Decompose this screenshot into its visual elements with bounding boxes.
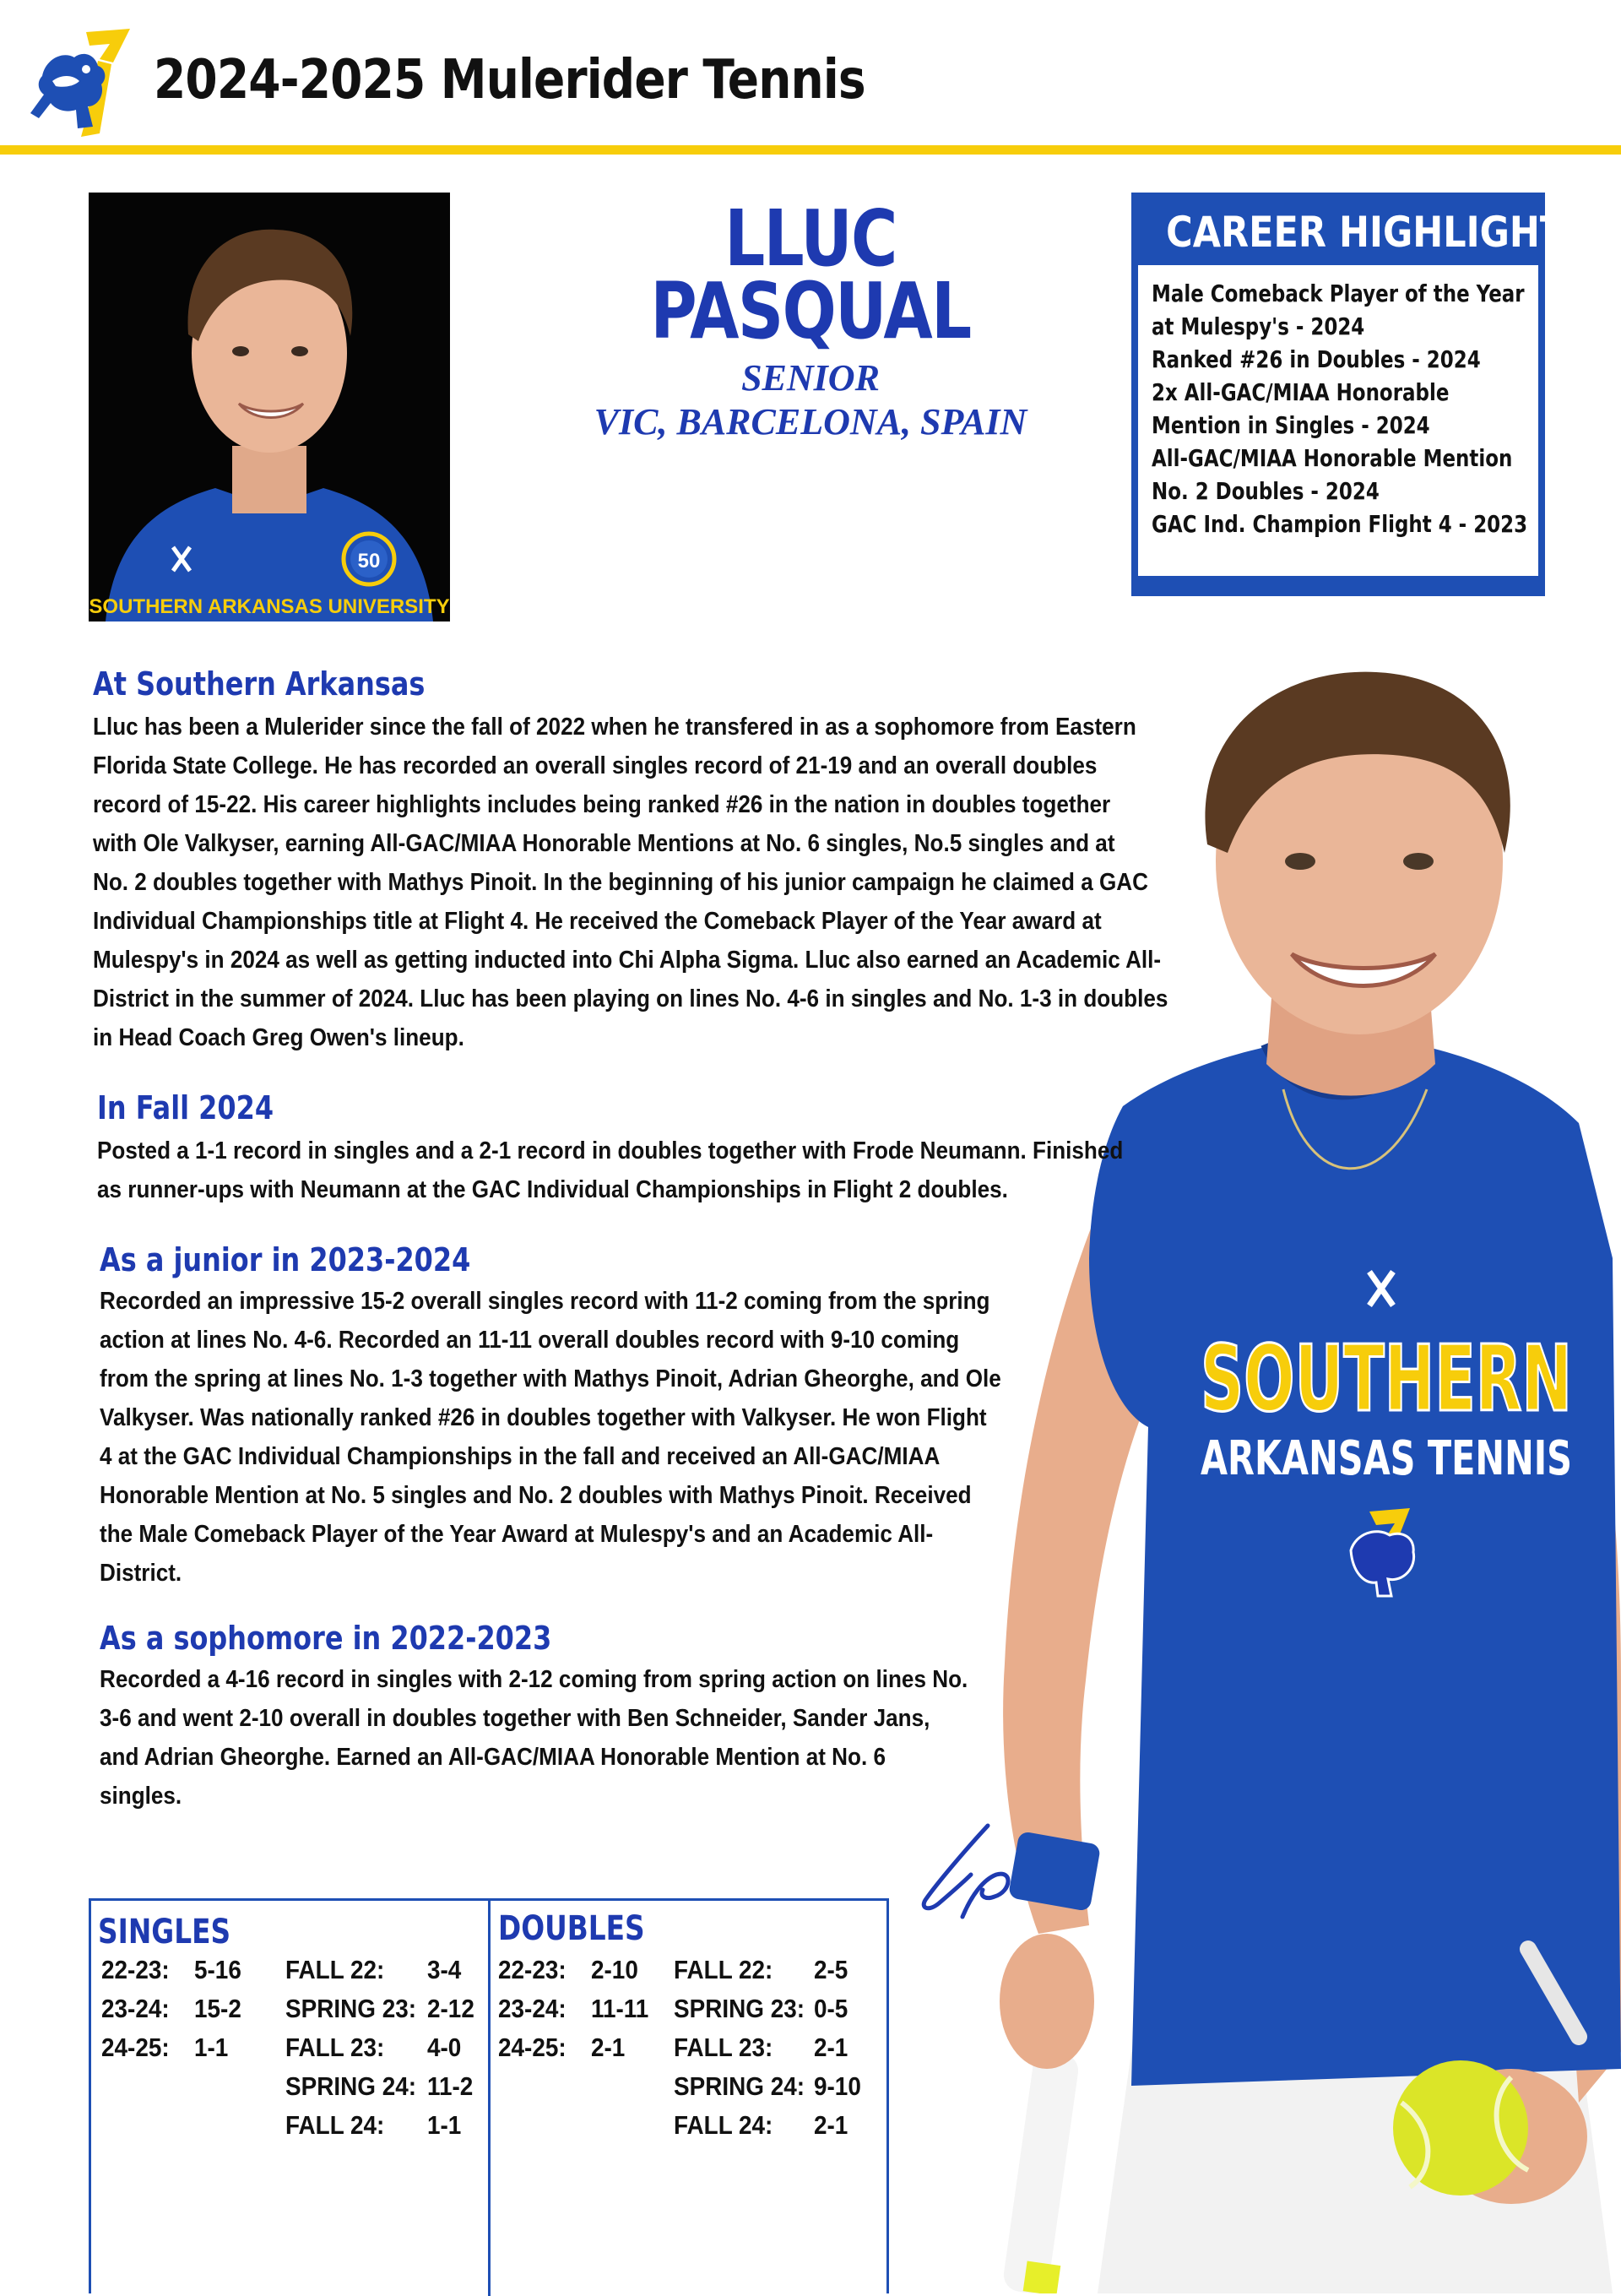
svg-text:50: 50 bbox=[357, 550, 381, 573]
section-body-fall-2024 bbox=[97, 1132, 1237, 1209]
player-last-name: PASQUAL bbox=[650, 266, 971, 356]
career-highlights-title: CAREER HIGHLIGHTS bbox=[1166, 208, 1591, 257]
player-name-block bbox=[540, 193, 1081, 444]
career-highlights-box bbox=[1131, 193, 1591, 596]
player-signature bbox=[895, 1816, 1047, 1925]
body-line: Posted a 1-1 record in singles and a 2-1 record in doubles together with Frode Neumann. Finished bbox=[97, 1137, 1124, 1164]
doubles-year-value: 2-10 bbox=[591, 1955, 638, 1984]
doubles-season-value: 9-10 bbox=[814, 2071, 861, 2101]
singles-season-label: FALL 24: bbox=[285, 2110, 385, 2140]
singles-year-value: 1-1 bbox=[194, 2033, 229, 2062]
highlight-line: Male Comeback Player of the Year bbox=[1152, 280, 1525, 307]
doubles-season-value: 2-1 bbox=[814, 2033, 848, 2062]
doubles-year-label: 24-25: bbox=[498, 2033, 567, 2062]
svg-text:SOUTHERN: SOUTHERN bbox=[1201, 1327, 1572, 1432]
body-line: as runner-ups with Neumann at the GAC Individual Championships in Flight 2 doubles. bbox=[97, 1176, 1008, 1203]
body-line: 4 at the GAC Individual Championships in the fall and received an All-GAC/MIAA bbox=[100, 1443, 941, 1470]
stats-divider bbox=[488, 1901, 491, 2296]
body-line: Mulespy's in 2024 as well as getting inducted into Chi Alpha Sigma. Lluc also earned an Academic All- bbox=[93, 947, 1162, 974]
body-line: action at lines No. 4-6. Recorded an 11-11 overall doubles record with 9-10 coming bbox=[100, 1327, 960, 1354]
singles-season-label: SPRING 23: bbox=[285, 1994, 417, 2023]
section-title-fall-2024: In Fall 2024 bbox=[97, 1089, 274, 1126]
doubles-year-value: 11-11 bbox=[591, 1994, 649, 2023]
doubles-year-value: 2-1 bbox=[591, 2033, 626, 2062]
svg-text:ARKANSAS TENNIS: ARKANSAS TENNIS bbox=[1201, 1431, 1572, 1486]
highlight-line: Ranked #26 in Doubles - 2024 bbox=[1152, 345, 1481, 373]
body-line: District in the summer of 2024. Lluc has been playing on lines No. 4-6 in singles and No. 1-3 in doubles bbox=[93, 985, 1168, 1012]
singles-season-label: FALL 22: bbox=[285, 1955, 385, 1984]
body-line: Florida State College. He has recorded an overall singles record of 21-19 and an overall doubles bbox=[93, 752, 1098, 779]
section-body-at-southern-arkansas bbox=[93, 708, 1288, 1057]
doubles-season-label: FALL 23: bbox=[674, 2033, 773, 2062]
highlight-line: No. 2 Doubles - 2024 bbox=[1152, 477, 1380, 505]
body-line: No. 2 doubles together with Mathys Pinoit. In the beginning of his junior campaign he claimed a GAC bbox=[93, 869, 1149, 896]
doubles-season-label: SPRING 23: bbox=[674, 1994, 805, 2023]
doubles-year-label: 23-24: bbox=[498, 1994, 567, 2023]
body-line: District. bbox=[100, 1560, 182, 1587]
career-highlights-list bbox=[1138, 265, 1538, 576]
body-line: from the spring at lines No. 1-3 together with Mathys Pinoit, Adrian Gheorghe, and Ole bbox=[100, 1365, 1001, 1392]
body-line: singles. bbox=[100, 1783, 182, 1810]
player-class-year: SENIOR bbox=[741, 357, 880, 399]
body-line: and Adrian Gheorghe. Earned an All-GAC/MIAA Honorable Mention at No. 6 bbox=[100, 1744, 886, 1771]
singles-season-label: FALL 23: bbox=[285, 2033, 385, 2062]
mulerider-logo bbox=[27, 25, 133, 139]
doubles-season-label: SPRING 24: bbox=[674, 2071, 805, 2101]
singles-year-label: 24-25: bbox=[101, 2033, 170, 2062]
singles-season-value: 4-0 bbox=[427, 2033, 462, 2062]
headshot-photo bbox=[89, 193, 450, 621]
stats-table bbox=[89, 1898, 889, 2293]
player-hometown: VIC, BARCELONA, SPAIN bbox=[594, 401, 1027, 442]
highlight-line: Mention in Singles - 2024 bbox=[1152, 411, 1430, 439]
body-line: 3-6 and went 2-10 overall in doubles together with Ben Schneider, Sander Jans, bbox=[100, 1705, 930, 1732]
highlight-line: GAC Ind. Champion Flight 4 - 2023 bbox=[1152, 510, 1528, 538]
doubles-season-value: 0-5 bbox=[814, 1994, 848, 2023]
body-line: Valkyser. Was nationally ranked #26 in doubles together with Valkyser. He won Flight bbox=[100, 1404, 987, 1431]
section-title-at-southern-arkansas: At Southern Arkansas bbox=[93, 665, 426, 703]
body-line: the Male Comeback Player of the Year Award at Mulespy's and an Academic All- bbox=[100, 1521, 934, 1548]
body-line: with Ole Valkyser, earning All-GAC/MIAA Honorable Mentions at No. 6 singles, No.5 singles and at bbox=[93, 830, 1115, 857]
doubles-season-label: FALL 24: bbox=[674, 2110, 773, 2140]
body-line: Lluc has been a Mulerider since the fall of 2022 when he transfered in as a sophomore from Eastern bbox=[93, 714, 1136, 741]
body-line: Recorded a 4-16 record in singles with 2-12 coming from spring action on lines No. bbox=[100, 1666, 968, 1693]
singles-year-label: 22-23: bbox=[101, 1955, 170, 1984]
doubles-season-value: 2-1 bbox=[814, 2110, 848, 2140]
highlight-line: 2x All-GAC/MIAA Honorable bbox=[1152, 378, 1450, 406]
body-line: Recorded an impressive 15-2 overall singles record with 11-2 coming from the spring bbox=[100, 1288, 990, 1315]
body-line: record of 15-22. His career highlights includes being ranked #26 in the nation in doubles together bbox=[93, 791, 1111, 818]
singles-season-label: SPRING 24: bbox=[285, 2071, 417, 2101]
body-line: Honorable Mention at No. 5 singles and No. 2 doubles with Mathys Pinoit. Received bbox=[100, 1482, 972, 1509]
highlight-line: All-GAC/MIAA Honorable Mention bbox=[1152, 444, 1513, 472]
page-title: 2024-2025 Mulerider Tennis bbox=[154, 49, 865, 111]
player-first-name: LLUC bbox=[724, 193, 897, 284]
singles-season-value: 11-2 bbox=[427, 2071, 474, 2101]
singles-header: SINGLES bbox=[98, 1913, 231, 1951]
singles-season-value: 3-4 bbox=[427, 1955, 462, 1984]
body-line: Individual Championships title at Flight 4. He received the Comeback Player of the Year award at bbox=[93, 908, 1102, 935]
svg-text:SOUTHERN ARKANSAS UNIVERSITY: SOUTHERN ARKANSAS UNIVERSITY bbox=[89, 595, 450, 618]
header-divider bbox=[0, 145, 1621, 155]
doubles-header: DOUBLES bbox=[498, 1909, 645, 1948]
doubles-year-label: 22-23: bbox=[498, 1955, 567, 1984]
section-title-junior: As a junior in 2023-2024 bbox=[100, 1241, 471, 1278]
body-line: in Head Coach Greg Owen's lineup. bbox=[93, 1024, 464, 1051]
highlight-line: at Mulespy's - 2024 bbox=[1152, 312, 1365, 340]
singles-year-label: 23-24: bbox=[101, 1994, 170, 2023]
singles-season-value: 2-12 bbox=[427, 1994, 474, 2023]
doubles-season-label: FALL 22: bbox=[674, 1955, 773, 1984]
section-body-junior bbox=[100, 1282, 1101, 1593]
section-title-sophomore: As a sophomore in 2022-2023 bbox=[100, 1620, 552, 1657]
section-body-sophomore bbox=[100, 1660, 1065, 1816]
singles-season-value: 1-1 bbox=[427, 2110, 462, 2140]
doubles-season-value: 2-5 bbox=[814, 1955, 848, 1984]
singles-year-value: 15-2 bbox=[194, 1994, 241, 2023]
singles-year-value: 5-16 bbox=[194, 1955, 241, 1984]
